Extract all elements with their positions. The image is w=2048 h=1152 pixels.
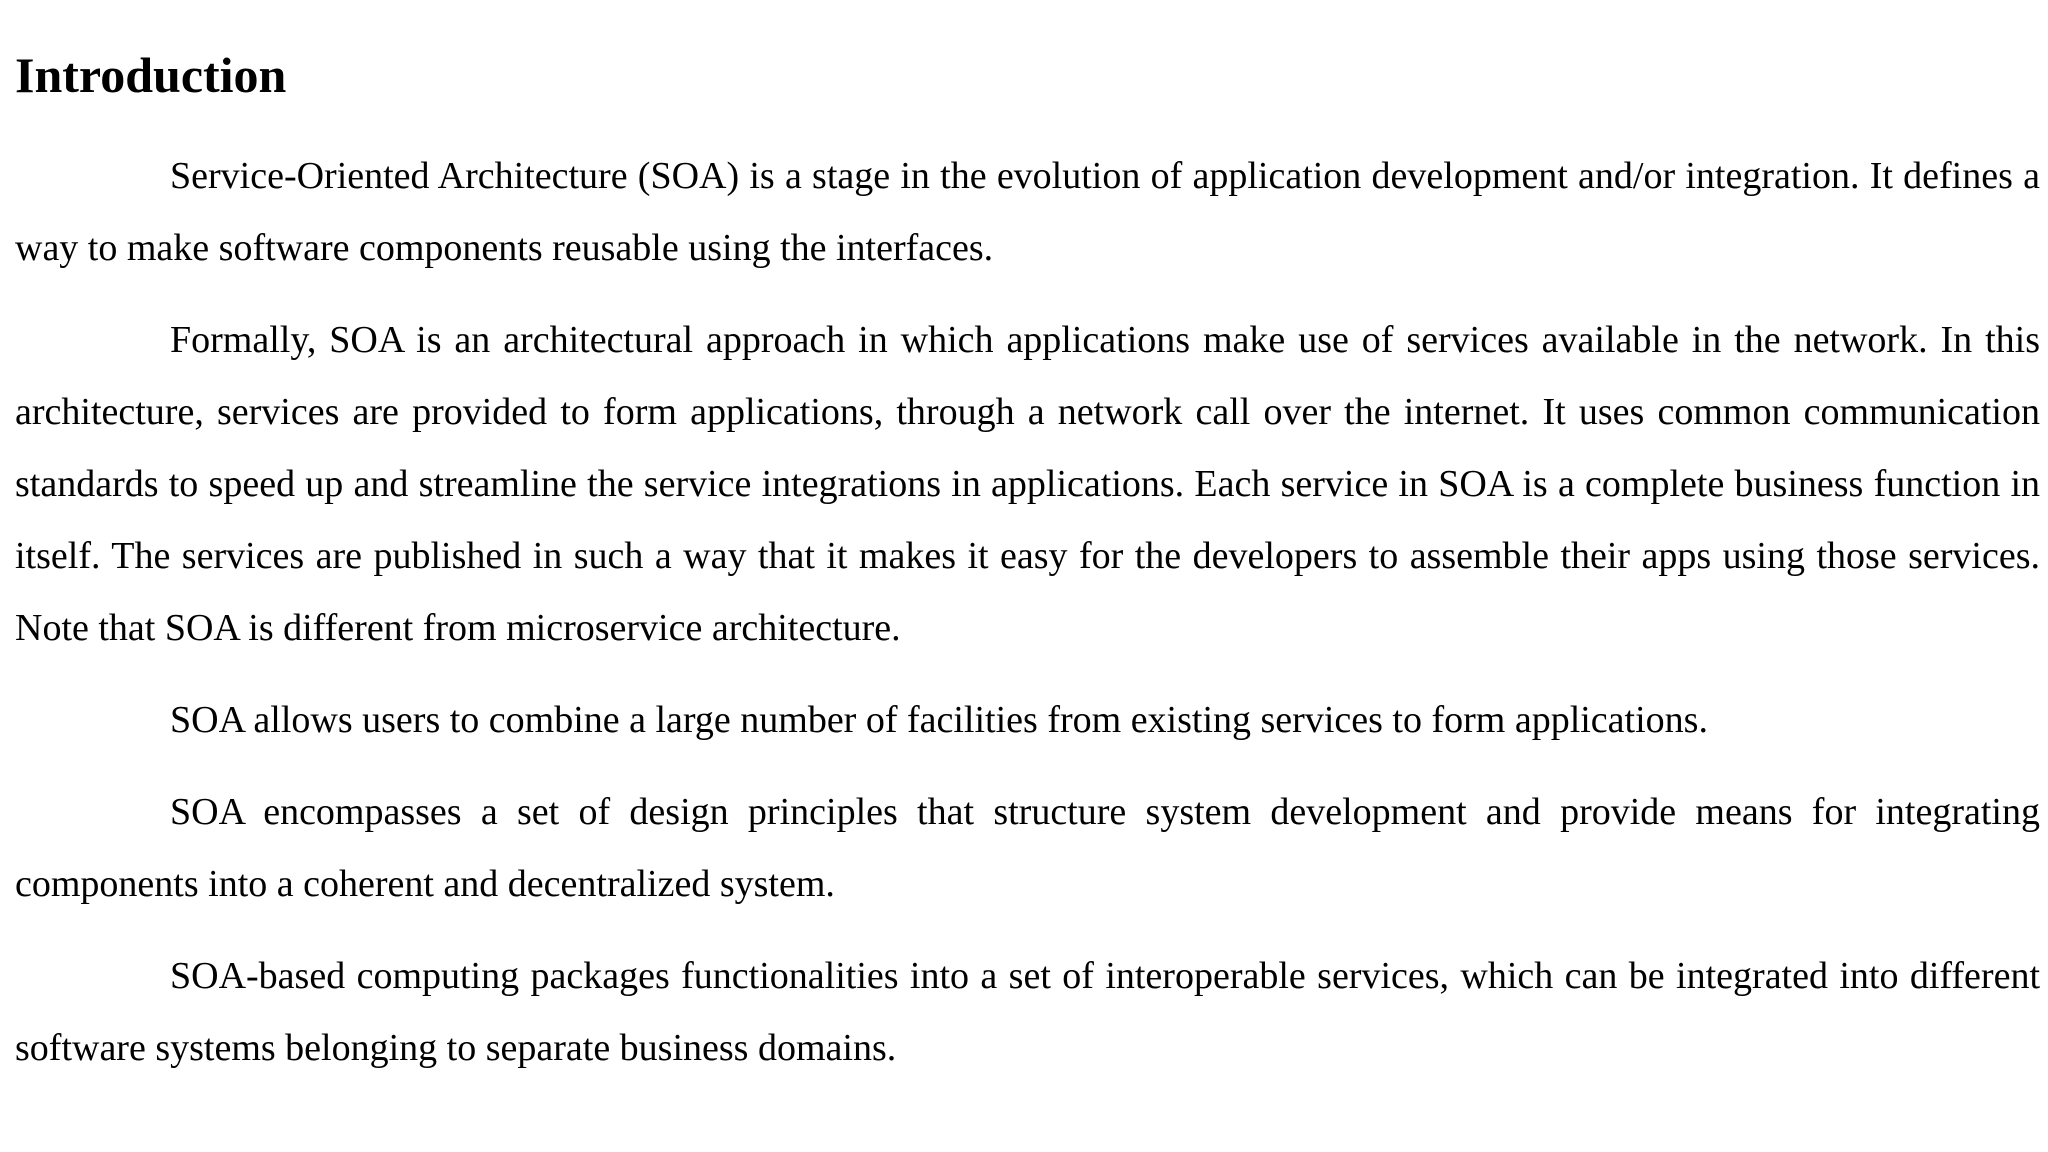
paragraph-soa-definition: Service-Oriented Architecture (SOA) is a stage in the evolution of application development and/or integration. It defines a way to make software components reusable using the interfaces. xyxy=(15,155,2040,269)
paragraph-soa-principles: SOA encompasses a set of design principles that structure system development and provide means for integrating components into a coherent and decentralized system. xyxy=(15,791,2040,905)
paragraph-soa-computing: SOA-based computing packages functionalities into a set of interoperable services, which can be integrated into different software systems belonging to separate business domains. xyxy=(15,955,2040,1069)
paragraph-soa-formal: Formally, SOA is an architectural approach in which applications make use of services available in the network. In this architecture, services are provided to form applications, through a network call over the internet. It uses common communication standards to speed up and streamline the service integrations in applications. Each service in SOA is a complete business function in itself. The services are published in such a way that it makes it easy for the developers to assemble their apps using those services. Note that SOA is different from microservice architecture. xyxy=(15,319,2040,649)
document-page xyxy=(15,0,2040,1084)
section-heading: Introduction xyxy=(15,47,287,103)
paragraph-soa-combine: SOA allows users to combine a large number of facilities from existing services to form applications. xyxy=(170,699,1708,741)
